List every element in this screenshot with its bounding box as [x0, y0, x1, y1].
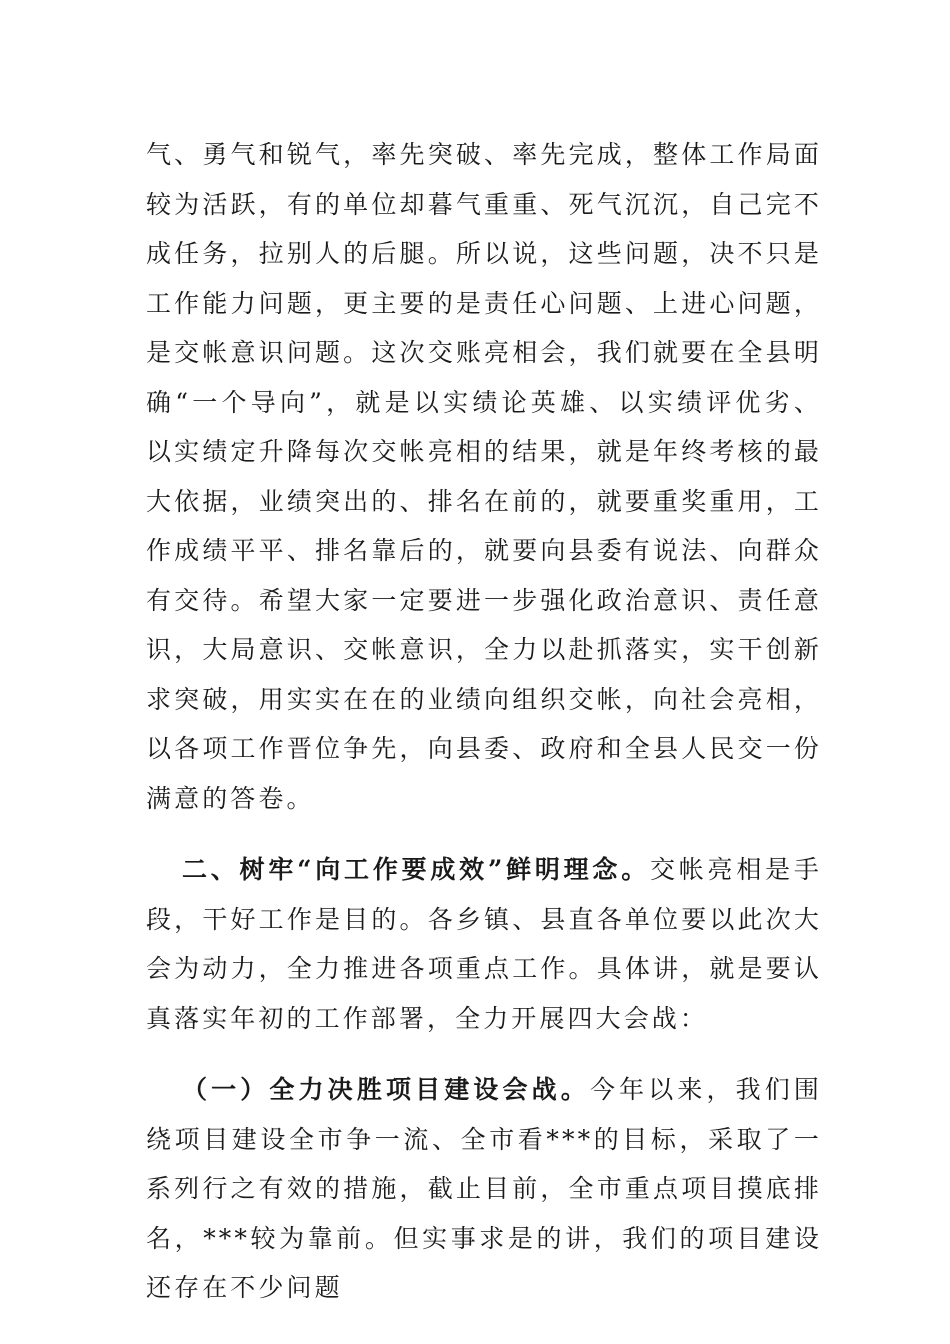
section-2-heading: 二、树牢“向工作要成效”鲜明理念。	[182, 855, 650, 884]
section-2-body: 交帐亮相是手段，干好工作是目的。各乡镇、县直各单位要以此次大会为动力，全力推进各项重点工作。具体讲，就是要认真落实年初的工作部署，全力开展四大会战：	[146, 855, 822, 1033]
section-2-paragraph	[146, 845, 822, 1043]
subsection-1-heading: （一）全力决胜项目建设会战。	[182, 1075, 590, 1104]
document-body	[146, 130, 822, 1313]
subsection-1-paragraph	[146, 1065, 822, 1313]
subsection-1-body: 今年以来，我们围绕项目建设全市争一流、全市看***的目标，采取了一系列行之有效的措施，截止目前，全市重点项目摸底排名，***较为靠前。但实事求是的讲，我们的项目建设还存在不少问题	[146, 1075, 822, 1302]
paragraph-continuation: 气、勇气和锐气，率先突破、率先完成，整体工作局面较为活跃，有的单位却暮气重重、死气沉沉，自己完不成任务，拉别人的后腿。所以说，这些问题，决不只是工作能力问题，更主要的是责任心问题、上进心问题，是交帐意识问题。这次交账亮相会，我们就要在全县明确“一个导向”，就是以实绩论英雄、以实绩评优劣、以实绩定升降每次交帐亮相的结果，就是年终考核的最大依据，业绩突出的、排名在前的，就要重奖重用，工作成绩平平、排名靠后的，就要向县委有说法、向群众有交待。希望大家一定要进一步强化政治意识、责任意识，大局意识、交帐意识，全力以赴抓落实，实干创新求突破，用实实在在的业绩向组织交帐，向社会亮相，以各项工作晋位争先，向县委、政府和全县人民交一份满意的答卷。	[146, 140, 822, 813]
